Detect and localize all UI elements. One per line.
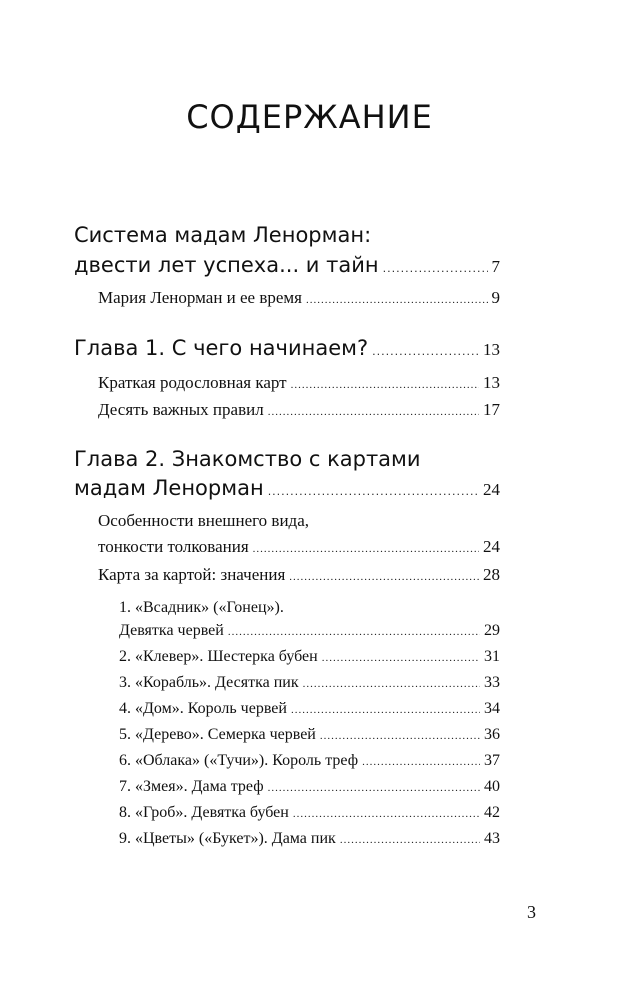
toc-entry[interactable] (119, 726, 500, 744)
toc-entry-title: Десять важных правил (98, 400, 264, 419)
toc-page-number: 34 (484, 700, 500, 717)
toc-entry[interactable] (98, 537, 500, 557)
toc-page-number: 17 (483, 400, 500, 419)
toc-entry[interactable] (119, 674, 500, 692)
dot-leader (372, 345, 479, 358)
dot-leader (362, 756, 480, 768)
toc-page-number: 13 (483, 373, 500, 392)
toc-entry[interactable] (119, 778, 500, 796)
toc-entry-title: Карта за картой: значения (98, 565, 286, 584)
toc-heading-line1: Система мадам Ленорман: (74, 223, 372, 247)
toc-entry-title: 8. «Гроб». Девятка бубен (119, 804, 289, 821)
toc-entry-title: 7. «Змея». Дама треф (119, 778, 264, 795)
toc-entry[interactable] (74, 336, 500, 360)
toc-entry[interactable] (119, 804, 500, 822)
dot-leader (293, 808, 480, 820)
toc-entry[interactable] (74, 476, 500, 500)
dot-leader (228, 626, 480, 638)
toc-entry-title: 6. «Облака» («Тучи»). Король треф (119, 752, 359, 769)
toc-page-number: 29 (484, 622, 500, 639)
toc-page-number: 7 (491, 257, 500, 276)
page-title: СОДЕРЖАНИЕ (186, 98, 433, 136)
toc-entry[interactable] (98, 373, 500, 393)
toc-page-number: 24 (483, 537, 500, 556)
toc-entry[interactable] (119, 830, 500, 848)
dot-leader (320, 730, 480, 742)
toc-subheading-line1: 1. «Всадник» («Гонец»). (119, 599, 284, 616)
toc-entry[interactable] (119, 700, 500, 718)
page-number: 3 (527, 902, 536, 922)
toc-subheading-line1: Особенности внешнего вида, (98, 511, 310, 530)
toc-entry-title: мадам Ленорман (74, 476, 264, 500)
toc-entry-title: 9. «Цветы» («Букет»). Дама пик (119, 830, 336, 847)
toc-entry-title: Глава 1. С чего начинаем? (74, 336, 369, 360)
dot-leader (291, 379, 479, 391)
toc-entry[interactable] (119, 622, 500, 640)
toc-entry[interactable] (119, 648, 500, 666)
toc-entry[interactable] (74, 253, 500, 277)
toc-page-number: 33 (484, 674, 500, 691)
toc-page-number: 37 (484, 752, 500, 769)
toc-page-number: 40 (484, 778, 500, 795)
toc-page-number: 13 (483, 340, 500, 359)
dot-leader (268, 485, 479, 498)
toc-entry-title: двести лет успеха... и тайн (74, 253, 379, 277)
toc-page-number: 24 (483, 480, 500, 499)
toc-entry-title: 4. «Дом». Король червей (119, 700, 287, 717)
toc-page-number: 42 (484, 804, 500, 821)
toc-entry[interactable] (98, 565, 500, 585)
dot-leader (340, 834, 480, 846)
toc-heading-line1: Глава 2. Знакомство с картами (74, 447, 421, 471)
toc-entry[interactable] (98, 400, 500, 420)
dot-leader (303, 678, 480, 690)
toc-entry-title: тонкости толкования (98, 537, 249, 556)
toc-entry-title: 3. «Корабль». Десятка пик (119, 674, 299, 691)
toc-page-number: 36 (484, 726, 500, 743)
toc-page-number: 31 (484, 648, 500, 665)
dot-leader (289, 571, 479, 583)
dot-leader (383, 262, 488, 275)
dot-leader (268, 782, 480, 794)
toc-page-number: 28 (483, 565, 500, 584)
toc-entry-title: 5. «Дерево». Семерка червей (119, 726, 316, 743)
dot-leader (268, 406, 479, 418)
dot-leader (291, 704, 480, 716)
dot-leader (306, 294, 488, 306)
toc-page-number: 43 (484, 830, 500, 847)
toc-page-number: 9 (491, 288, 500, 307)
dot-leader (322, 652, 480, 664)
toc-entry-title: Девятка червей (119, 622, 224, 639)
toc-entry-title: Краткая родословная карт (98, 373, 287, 392)
dot-leader (253, 543, 479, 555)
toc-entry[interactable] (98, 288, 500, 308)
toc-entry-title: Мария Ленорман и ее время (98, 288, 302, 307)
toc-entry[interactable] (119, 752, 500, 770)
toc-entry-title: 2. «Клевер». Шестерка бубен (119, 648, 318, 665)
